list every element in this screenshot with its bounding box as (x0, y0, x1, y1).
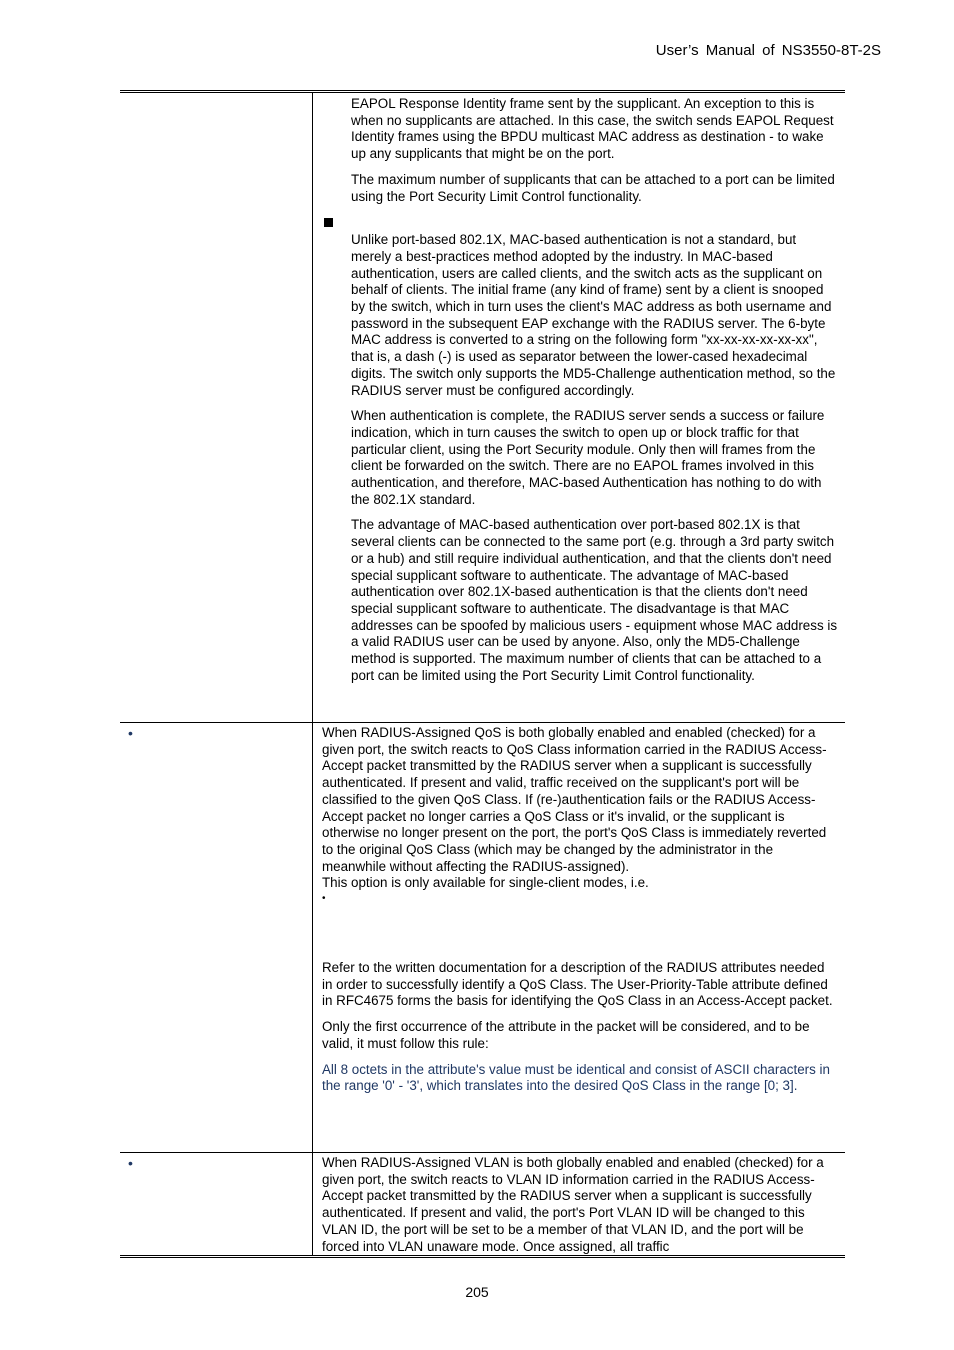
description-paragraph: This option is only available for single-client modes, i.e. (322, 875, 649, 891)
description-paragraph: When RADIUS-Assigned QoS is both globally enabled and enabled (checked) for a given port, the switch reacts to QoS Class information carried in the RADIUS Access-Accept packet transmitted by the RADIUS server when a supplicant is successfully authenticated. If present and valid, traffic received on the supplicant's port will be classified to the given QoS Class. If (re-)authentication fails or the RADIUS Access-Accept packet no longer carries a QoS Class or it's invalid, or the supplicant is otherwise no longer present on the port, the port's QoS Class is immediately reverted to the original QoS Class (which may be changed by the administrator in the meanwhile without affecting the RADIUS-assigned). (322, 725, 827, 874)
parameter-cell (120, 93, 313, 723)
description-paragraph: When authentication is complete, the RADIUS server sends a success or failure indication, which in turn causes the switch to open up or block traffic for that particular client, using the Port Security module. Only then will frames from the client be forwarded on the switch. There are no EAPOL frames involved in this authentication, and therefore, MAC-based Authentication has nothing to do with the 802.1X standard. (351, 408, 825, 507)
bullet-icon: • (128, 1155, 133, 1171)
description-cell (313, 723, 846, 1153)
description-paragraph: The advantage of MAC-based authentication over port-based 802.1X is that several clients can be connected to the same port (e.g. through a 3rd party switch or a hub) and still require individual authentication, and that the clients don't need special supplicant software to authenticate. The advantage of MAC-based authentication over 802.1X-based authentication is that the clients don't need special supplicant software to authenticate. The disadvantage is that MAC addresses can be spoofed by malicious users - equipment whose MAC address is a valid RADIUS user can be used by anyone. Also, only the MD5-Challenge method is supported. The maximum number of clients that can be attached to a port can be limited using the Port Security Limit Control functionality. (351, 517, 838, 683)
parameter-cell (120, 1153, 313, 1256)
square-bullet-line (322, 214, 838, 232)
parameter-cell (120, 723, 313, 1153)
description-paragraph: When RADIUS-Assigned VLAN is both globally enabled and enabled (checked) for a given port, the switch reacts to VLAN ID information carried in the RADIUS Access-Accept packet transmitted by the RADIUS server when a supplicant is successfully authenticated. If present and valid, the port's Port VLAN ID will be changed to this VLAN ID, the port will be set to be a member of that VLAN ID, and the port will be forced into VLAN unaware mode. Once assigned, all traffic (322, 1155, 824, 1254)
page-number: 205 (465, 1284, 489, 1300)
description-paragraph: The maximum number of supplicants that can be attached to a port can be limited using the Port Security Limit Control functionality. (351, 171, 835, 204)
rule-paragraph: All 8 octets in the attribute's value must be identical and consist of ASCII characters in the range '0' - '3', which translates into the desired QoS Class in the range [0; 3]. (322, 1061, 830, 1094)
description-paragraph: Only the first occurrence of the attribute in the packet will be considered, and to be valid, it must follow this rule: (322, 1019, 810, 1051)
table-bottom-rule (120, 1255, 845, 1258)
sub-bullet-icon: • (322, 893, 326, 905)
description-paragraph: EAPOL Response Identity frame sent by the supplicant. An exception to this is when no supplicants are attached. In this case, the switch sends EAPOL Request Identity frames using the BPDU multicast MAC address as destination - to wake up any supplicants that might be on the port. (351, 96, 834, 162)
description-paragraph: Refer to the written documentation for a description of the RADIUS attributes needed in order to successfully identify a QoS Class. The User-Priority-Table attribute defined in RFC4675 forms the basis for identifying the QoS Class in an Access-Accept packet. (322, 960, 833, 1009)
table-row (120, 93, 845, 723)
manual-header: User’s Manual of NS3550-8T-2S (655, 42, 881, 59)
square-bullet-icon (324, 218, 333, 227)
table-row (120, 723, 845, 1153)
description-cell (313, 1153, 846, 1256)
description-cell (313, 93, 846, 723)
parameter-table (120, 90, 845, 1258)
bullet-icon: • (128, 725, 133, 741)
description-paragraph: Unlike port-based 802.1X, MAC-based authentication is not a standard, but merely a best-practices method adopted by the industry. In MAC-based authentication, users are called clients, and the switch acts as the supplicant on behalf of clients. The initial frame (any kind of frame) sent by a client is snooped by the switch, which in turn uses the client's MAC address as both username and password in the subsequent EAP exchange with the RADIUS server. The 6-byte MAC address is converted to a string on the following form "xx-xx-xx-xx-xx-xx", that is, a dash (-) is used as separator between the lower-cased hexadecimal digits. The switch only supports the MD5-Challenge authentication method, so the RADIUS server must be configured accordingly. (351, 232, 836, 398)
table-row (120, 1153, 845, 1256)
